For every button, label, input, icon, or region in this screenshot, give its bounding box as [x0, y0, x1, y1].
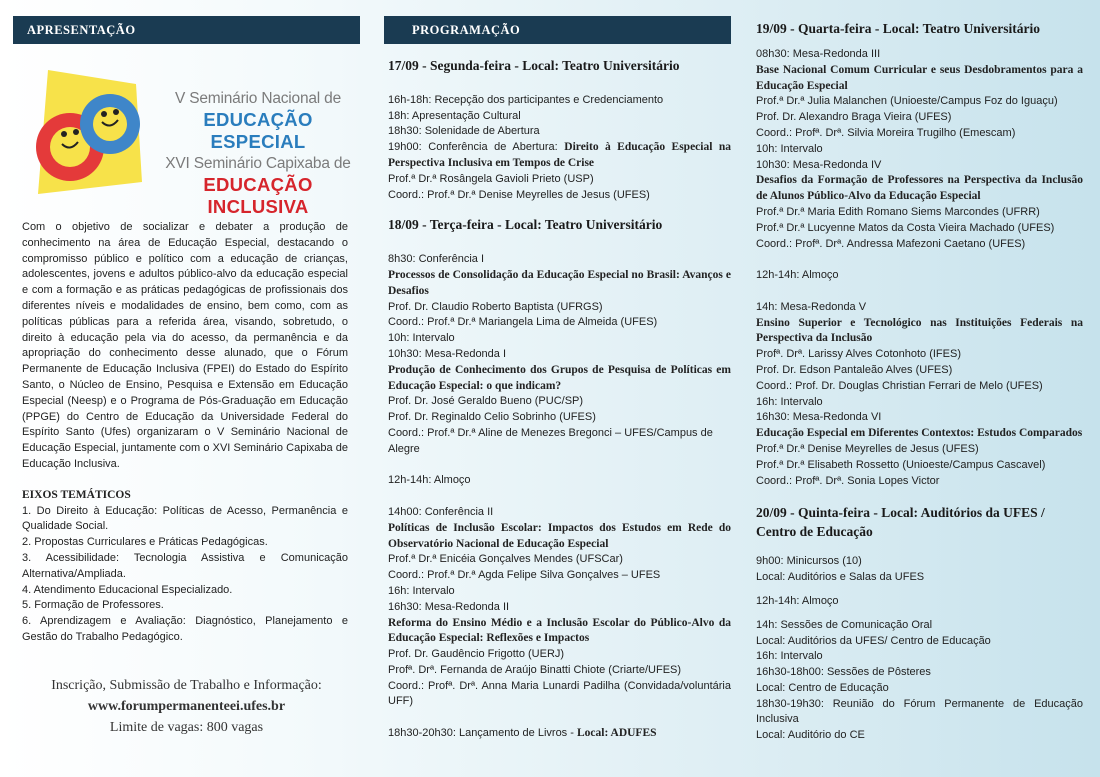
speaker-line: Prof. Dr. Gaudêncio Frigotto (UERJ) [388, 648, 565, 661]
logo-line-1: V Seminário Nacional de [175, 90, 341, 107]
schedule-line: 10h30: Mesa-Redonda IV [756, 158, 882, 171]
schedule-line: 10h: Intervalo [756, 142, 823, 155]
eixos-tematicos [22, 488, 348, 646]
event-title: Desafios da Formação de Professores na Perspectiva da Inclusão de Alunos Público-Alvo da Educação Especial [756, 174, 1083, 203]
eixo-item: 5. Formação de Professores. [22, 599, 164, 612]
vacancy-limit: Limite de vagas: 800 vagas [109, 720, 264, 735]
logo-line-3: XVI Seminário Capixaba de [165, 155, 351, 172]
event-title: Reforma do Ensino Médio e a Inclusão Escolar do Público-Alvo da Educação Especial: Reflexões e Impactos [388, 616, 731, 645]
speaker-line: Prof. Dr. Claudio Roberto Baptista (UFRGS) [388, 300, 603, 313]
schedule-line: 16h: Intervalo [388, 584, 455, 597]
schedule-day-3 [756, 0, 1083, 489]
event-title: Produção de Conhecimento dos Grupos de Pesquisa de Políticas em Educação Especial: o que indicam? [388, 363, 731, 392]
schedule-line: 12h-14h: Almoço [388, 474, 471, 487]
schedule-line: Local: Auditório do CE [756, 729, 865, 742]
schedule-line: 8h30: Conferência I [388, 253, 485, 266]
coord-line: Coord.: Profª. Drª. Silvia Moreira Trugilho (Emescam) [756, 126, 1016, 139]
schedule-line: 19h00: Conferência de Abertura: Direito à Educação Especial na Perspectiva Inclusiva em Tempos de Crise [388, 141, 732, 169]
speaker-line: Prof. Dr. Alexandro Braga Vieira (UFES) [756, 111, 952, 124]
eixo-item: 1. Do Direito à Educação: Políticas de Acesso, Permanência e Qualidade Social. [22, 504, 348, 533]
schedule-line: 18h30-19h30: Reunião do Fórum Permanente de Educação Inclusiva [756, 697, 1083, 726]
schedule-line: 16h30: Mesa-Redonda VI [756, 411, 882, 424]
speaker-line: Prof.ª Dr.ª Julia Malanchen (Unioeste/Campus Foz do Iguaçu) [756, 95, 1058, 108]
logo-line-2: EDUCAÇÃO ESPECIAL [203, 109, 313, 152]
day-heading: 20/09 - Quinta-feira - Local: Auditórios da UFES / Centro de Educação [756, 505, 1045, 540]
day-heading: 18/09 - Terça-feira - Local: Teatro Universitário [388, 217, 663, 233]
schedule-day-1 [384, 44, 731, 203]
coord-line: Coord.: Profª. Drª. Sonia Lopes Victor [756, 474, 940, 487]
website-link[interactable]: www.forumpermanenteei.ufes.br [87, 699, 286, 714]
schedule-line: 14h00: Conferência II [388, 505, 494, 518]
speaker-line: Prof.ª Dr.ª Denise Meyrelles de Jesus (UFES) [756, 442, 979, 455]
section-header-apresentacao: APRESENTAÇÃO [13, 16, 360, 44]
intro-block [22, 220, 348, 646]
schedule-line: 10h30: Mesa-Redonda I [388, 347, 507, 360]
schedule-line: 08h30: Mesa-Redonda III [756, 48, 881, 60]
schedule-line: 18h30: Solenidade de Abertura [388, 125, 540, 138]
speaker-line: Prof.ª Dr.ª Elisabeth Rossetto (Unioeste/Campus Cascavel) [756, 458, 1046, 471]
schedule-line: 16h-18h: Recepção dos participantes e Credenciamento [388, 93, 664, 106]
schedule-line: 12h-14h: Almoço [756, 594, 839, 607]
logo-line-4: EDUCAÇÃO INCLUSIVA [203, 174, 313, 217]
day-heading: 19/09 - Quarta-feira - Local: Teatro Universitário [756, 21, 1040, 36]
schedule-line: 16h30-18h00: Sessões de Pôsteres [756, 666, 931, 679]
eixo-item: 2. Propostas Curriculares e Práticas Pedagógicas. [22, 536, 268, 549]
eg-mascot-icon [18, 62, 158, 202]
column-programacao [384, 0, 731, 742]
eixo-item: 4. Atendimento Educacional Especializado. [22, 583, 233, 596]
coord-line: Coord.: Profª. Drª. Andressa Mafezoni Caetano (UFES) [756, 237, 1026, 250]
schedule-line: Local: Auditórios e Salas da UFES [756, 571, 925, 584]
column-programacao-cont [756, 0, 1083, 744]
coord-line: Coord.: Profª. Drª. Anna Maria Lunardi Padilha (Convidada/voluntária UFF) [388, 679, 731, 708]
schedule-line: Local: Auditórios da UFES/ Centro de Educação [756, 634, 991, 647]
speaker-line: Prof. Dr. José Geraldo Bueno (PUC/SP) [388, 395, 584, 408]
schedule-line: Local: Centro de Educação [756, 681, 889, 694]
schedule-line: 12h-14h: Almoço [756, 269, 839, 282]
event-title: Ensino Superior e Tecnológico nas Instituições Federais na Perspectiva da Inclusão [756, 316, 1083, 345]
event-title: Base Nacional Comum Curricular e seus Desdobramentos para a Educação Especial [756, 63, 1083, 92]
registration-info [13, 675, 360, 738]
eixo-item: 6. Aprendizagem e Avaliação: Diagnóstico, Planejamento e Gestão do Trabalho Pedagógico. [22, 615, 348, 643]
coord-line: Coord.: Prof.ª Dr.ª Agda Felipe Silva Gonçalves – UFES [388, 569, 661, 582]
seminar-logo [18, 62, 358, 217]
eixo-item: 3. Acessibilidade: Tecnologia Assistiva e Comunicação Alternativa/Ampliada. [22, 551, 348, 580]
coord-line: Coord.: Prof.ª Dr.ª Aline de Menezes Bregonci – UFES/Campus de Alegre [388, 426, 713, 455]
schedule-day-4 [756, 489, 1083, 744]
schedule-line: 18h30-20h30: Lançamento de Livros - Local: ADUFES [388, 727, 657, 740]
schedule-line: 18h: Apresentação Cultural [388, 109, 521, 122]
speaker-line: Prof. Dr. Edson Pantaleão Alves (UFES) [756, 363, 953, 376]
speaker-line: Prof. Dr. Reginaldo Celio Sobrinho (UFES) [388, 411, 596, 424]
column-apresentacao [13, 0, 360, 735]
speaker-line: Profª. Drª. Fernanda de Araújo Binatti Chiote (Criarte/UFES) [388, 663, 682, 676]
schedule-line: 16h30: Mesa-Redonda II [388, 600, 510, 613]
intro-paragraph: Com o objetivo de socializar e debater a produção de conhecimento na área de Educação Especial, destacando o compromisso público e político com a educação de crianças, adolescentes, jovens e adultos público-alvo da educação especial e com a formação e as práticas pedagógicas de profissionais dos diferentes níveis e modalidades de ensino, bem como, com as políticas públicas para a referida área, visando, sobretudo, o direito à educação pela via do acesso, da permanência e da apropriação do conhecimento desse alunado, que o Fórum Permanente de Educação Inclusiva (FPEI) do Estado do Espírito Santo, o Núcleo de Ensino, Pesquisa e Extensão em Educação Especial (Neesp) e o Programa de Pós-Graduação em Educação (PPGE) do Centro de Educação da Universidade Federal do Espírito Santo (Ufes) organizaram o V Seminário Nacional de Educação Especial, juntamente com o XVI Seminário Capixaba de Educação Inclusiva. [22, 221, 348, 470]
schedule-line: 14h: Sessões de Comunicação Oral [756, 618, 933, 631]
location-label: Local: ADUFES [576, 727, 657, 740]
event-title: Processos de Consolidação da Educação Especial no Brasil: Avanços e Desafios [388, 268, 731, 297]
event-title: Políticas de Inclusão Escolar: Impactos dos Estudos em Rede do Observatório Nacional de Educação Especial [388, 521, 731, 550]
speaker-line: Prof.ª Dr.ª Maria Edith Romano Siems Marcondes (UFRR) [756, 205, 1040, 218]
speaker-line: Prof.ª Dr.ª Lucyenne Matos da Costa Vieira Machado (UFES) [756, 221, 1055, 234]
schedule-line: 14h: Mesa-Redonda V [756, 300, 867, 313]
schedule-line: 16h: Intervalo [756, 650, 823, 663]
event-title: Educação Especial em Diferentes Contextos: Estudos Comparados [756, 427, 1083, 440]
schedule-day-2 [384, 203, 731, 742]
coord-line: Coord.: Prof.ª Dr.ª Mariangela Lima de Almeida (UFES) [388, 316, 658, 329]
speaker-line: Prof.ª Dr.ª Rosângela Gavioli Prieto (USP) [388, 172, 594, 185]
schedule-line: 10h: Intervalo [388, 332, 455, 345]
schedule-line: 9h00: Minicursos (10) [756, 555, 862, 568]
schedule-line: 16h: Intervalo [756, 395, 823, 408]
speaker-line: Profª. Drª. Larissy Alves Cotonhoto (IFES) [756, 348, 961, 361]
coord-line: Coord.: Prof. Dr. Douglas Christian Ferrari de Melo (UFES) [756, 379, 1043, 392]
event-title: Direito à Educação Especial na Perspectiva Inclusiva em Tempos de Crise [388, 141, 732, 169]
section-header-programacao: PROGRAMAÇÃO [384, 16, 731, 44]
registration-line: Inscrição, Submissão de Trabalho e Informação: [51, 678, 322, 693]
day-heading: 17/09 - Segunda-feira - Local: Teatro Universitário [388, 58, 680, 73]
speaker-line: Prof.ª Dr.ª Enicéia Gonçalves Mendes (UFSCar) [388, 553, 623, 566]
eixos-title: EIXOS TEMÁTICOS [22, 488, 131, 501]
logo-text [158, 90, 358, 218]
coord-line: Coord.: Prof.ª Dr.ª Denise Meyrelles de Jesus (UFES) [388, 188, 650, 201]
